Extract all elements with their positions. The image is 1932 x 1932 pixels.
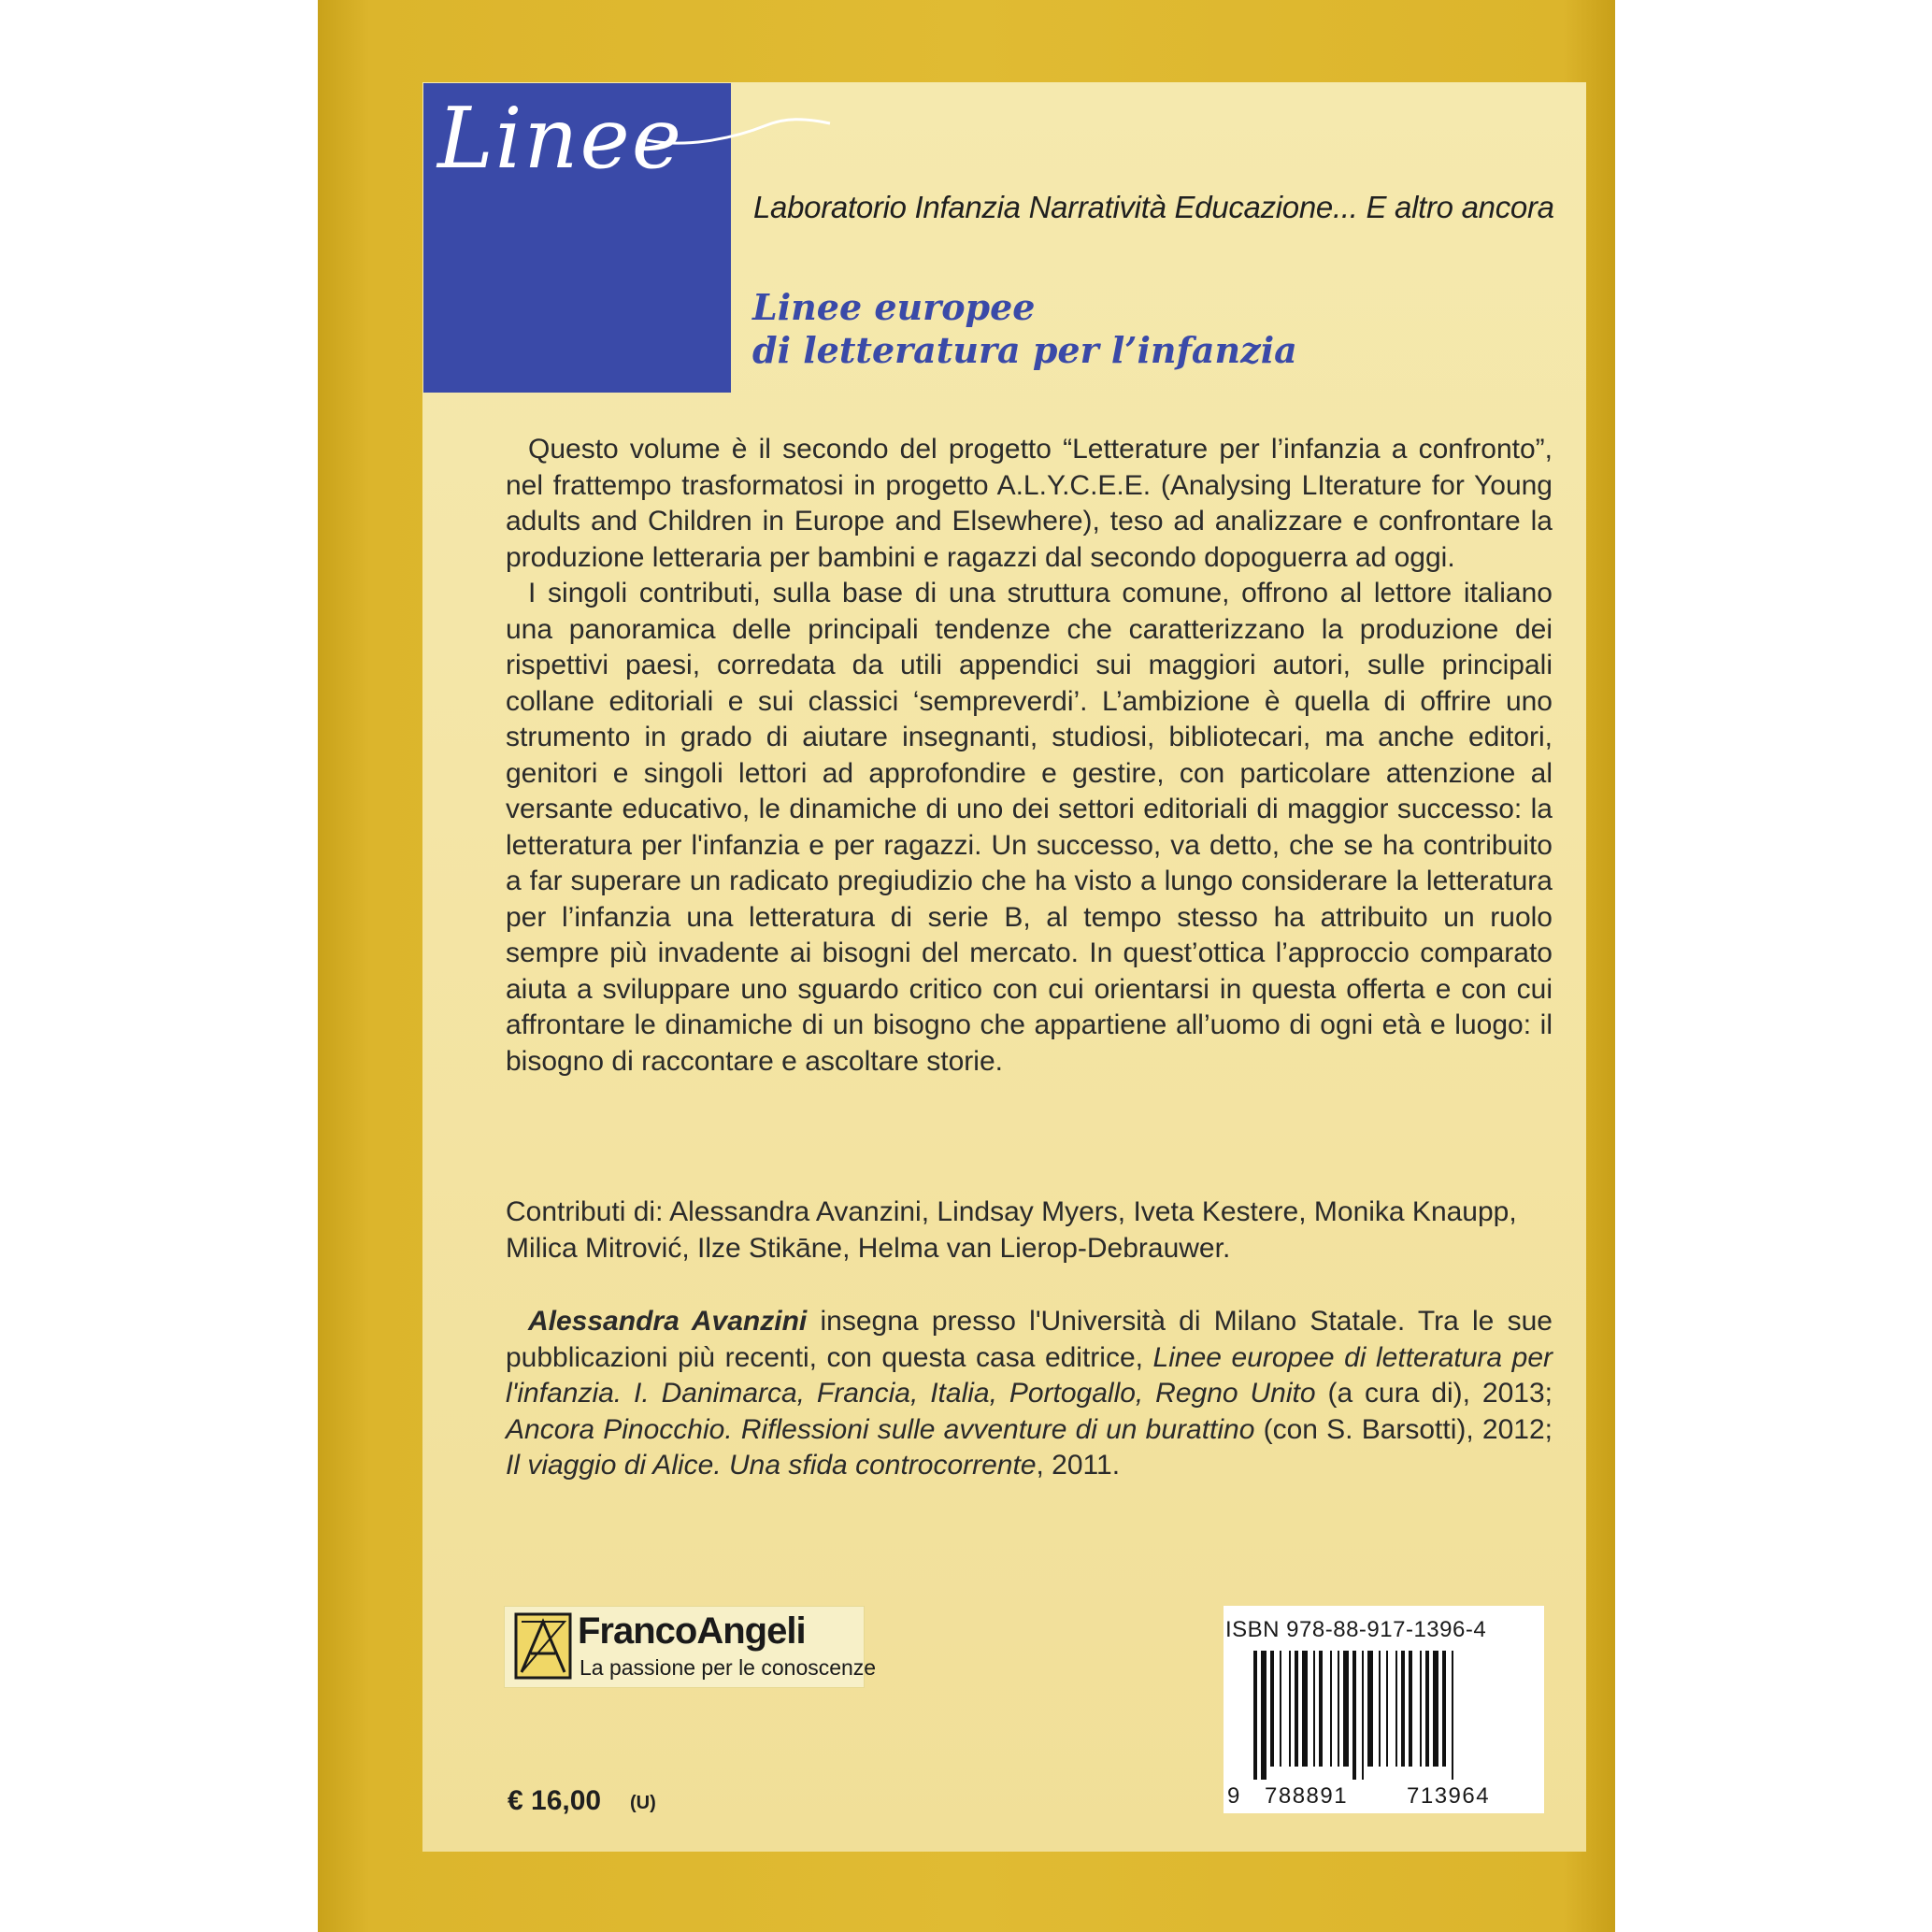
author-bio — [506, 1304, 1553, 1484]
book-title-line: Linee europee — [752, 286, 1036, 328]
publisher-name: FrancoAngeli — [578, 1610, 806, 1652]
book-title — [752, 286, 1297, 372]
blurb-paragraph: I singoli contributi, sulla base di una struttura comune, offrono al lettore italiano una panoramica delle principali tendenze che caratterizzano la produzione dei rispettivi paesi, corredata da utili appendici sui maggiori autori, sulle principali collane editoriali e sui classici ‘sempreverdi’. L’ambizione è quella di offrire uno strumento in grado di aiutare insegnanti, studiosi, bibliotecari, ma anche editori, genitori e singoli lettori ad approfondire e gestire, con particolare attenzione al versante educativo, le dinamiche di uno dei settori editoriali di maggior successo: la letteratura per l'infanzia e per ragazzi. Un successo, va detto, che se ha contribuito a far superare un radicato pregiudizio che ha visto a lungo considerare la letteratura per l’infanzia una letteratura di serie B, al tempo stesso ha attribuito un ruolo sempre più invadente ai bisogni del mercato. In quest’ottica l’approccio comparato aiuta a sviluppare uno sguardo critico con cui orientarsi in questa offerta e con cui affrontare le dinamiche di un bisogno che appartiene all’uomo di ogni età e luogo: il bisogno di raccontare e ascoltare storie. — [506, 578, 1553, 1077]
publisher-logo — [504, 1606, 877, 1688]
publisher-mark-icon — [514, 1612, 572, 1680]
blurb-paragraph: Questo volume è il secondo del progetto “Letterature per l’infanzia a confronto”, nel frattempo trasformatosi in progetto A.L.Y.C.E.E. (Analysing LIterature for Young adults and Children in Europe and Elsewhere), teso ad analizzare e confrontare la produzione letteraria per bambini e ragazzi dal secondo dopoguerra ad oggi. — [506, 434, 1553, 573]
barcode-digits-left: 788891 — [1265, 1783, 1349, 1809]
contributors: Contributi di: Alessandra Avanzini, Lindsay Myers, Iveta Kestere, Monika Knaupp, Milica Mitrović, Ilze Stikāne, Helma van Lierop-Debrauwer. — [506, 1196, 1517, 1264]
author-name: Alessandra Avanzini — [528, 1306, 808, 1337]
price: € 16,00 — [508, 1785, 602, 1816]
book-reference: Ancora Pinocchio. Riflessioni sulle avventure di un burattino — [506, 1413, 1255, 1445]
barcode-digits-right: 713964 — [1407, 1783, 1491, 1809]
blurb — [506, 432, 1553, 1080]
bio-text: (a cura di), 2013; — [1315, 1378, 1553, 1409]
series-logo: Linee — [437, 90, 684, 188]
publisher-motto: La passione per le conoscenze — [580, 1655, 877, 1680]
barcode-digit-first: 9 — [1227, 1783, 1241, 1809]
book-title-line: di letteratura per l’infanzia — [752, 329, 1297, 371]
series-subtitle: Laboratorio Infanzia Narratività Educazione... E altro ancora — [753, 190, 1554, 224]
bio-text: insegna presso l'Università di Milano Statale. Tra le sue pubblicazioni più recenti, con questa casa editrice, — [506, 1306, 1553, 1373]
bio-text: (con S. Barsotti), 2012; — [1254, 1413, 1553, 1445]
price-code: (U) — [630, 1793, 656, 1813]
barcode — [1224, 1606, 1544, 1813]
bio-text: , 2011. — [1036, 1450, 1121, 1481]
isbn-number: ISBN 978-88-917-1396-4 — [1225, 1617, 1487, 1642]
logo-swash-icon — [645, 112, 832, 150]
book-reference: Il viaggio di Alice. Una sfida controcorrente — [506, 1450, 1037, 1481]
book-reference: Linee europee di letteratura per l'infanzia. I. Danimarca, Francia, Italia, Portogallo, Regno Unito — [506, 1341, 1553, 1409]
barcode-bars — [1231, 1651, 1539, 1782]
